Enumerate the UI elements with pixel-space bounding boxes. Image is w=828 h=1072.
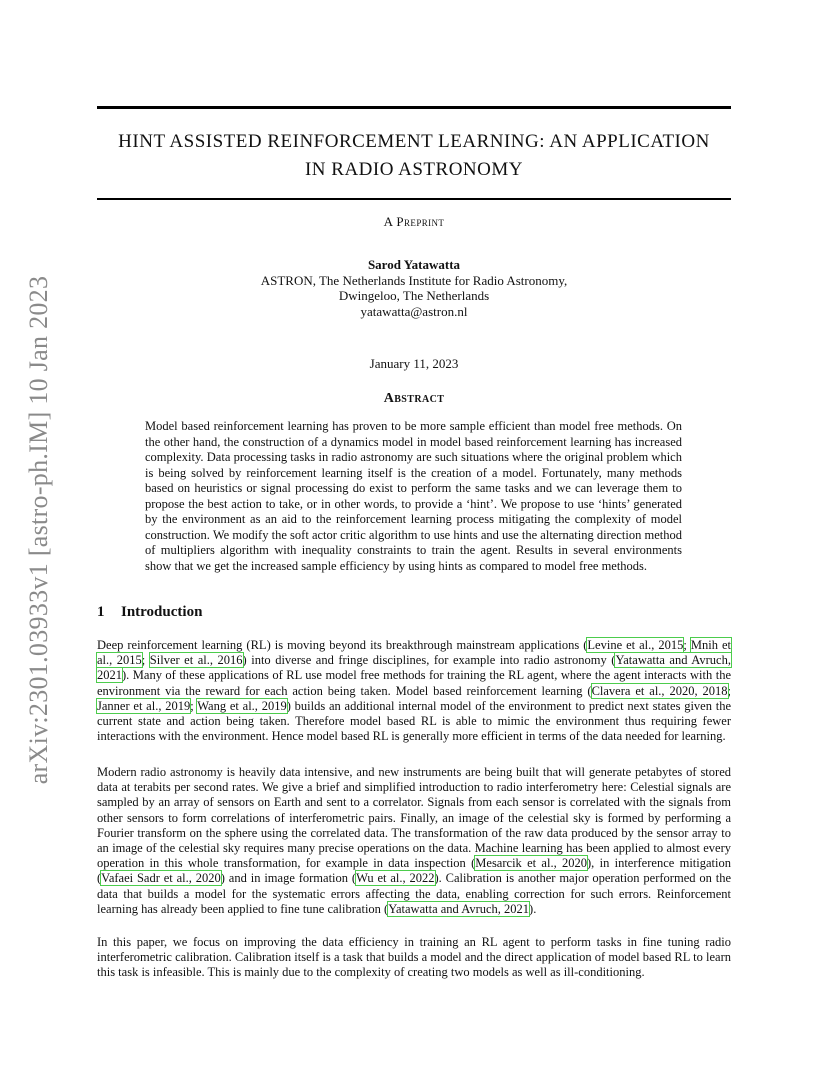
p1-text-1: Deep reinforcement learning (RL) is moving beyond its breakthrough mainstream applications ( (97, 638, 588, 652)
p2-text-3: ) and in image formation ( (220, 871, 357, 886)
p1-sep-2: ; (141, 653, 150, 668)
citation-link[interactable]: Mnih et al., 2015 (97, 638, 731, 668)
citation-link[interactable]: Clavera et al., 2020, 2018 (591, 683, 728, 698)
preprint-label: A Preprint (383, 214, 445, 229)
p1-sep-4: ; (190, 698, 198, 713)
author-block (0, 257, 828, 319)
author-affiliation-line-1: ASTRON, The Netherlands Institute for Radio Astronomy, (260, 272, 568, 288)
author-name: Sarod Yatawatta (367, 257, 461, 272)
citation-link[interactable]: Wu et al., 2022 (356, 871, 435, 886)
citation-link[interactable]: Yatawatta and Avruch, 2021 (97, 653, 731, 683)
title-initial: H (118, 131, 133, 152)
p1-text-3: ). Many of these applications of RL use model free methods for training the RL agent, where the agent interacts with the environment via the reward for each action being taken. Model based reinforcement learning ( (97, 668, 731, 698)
citation-link[interactable]: Janner et al., 2019 (97, 698, 191, 713)
citation-link[interactable]: Silver et al., 2016 (149, 653, 243, 668)
p1-text-4: ) builds an additional internal model of the environment to predict next states given the current state and action being taken. Therefore model based RL is able to mimic the environment thus requiring fewer interactions with the environment. Hence model based RL is generally more efficient in terms of the data needed for learning. (97, 698, 732, 744)
citation-link[interactable]: Mesarcik et al., 2020 (475, 856, 587, 871)
intro-paragraph-1 (97, 638, 731, 744)
author-affiliation-line-2: Dwingeloo, The Netherlands (338, 288, 490, 303)
intro-paragraph-3: In this paper, we focus on improving the data efficiency in training an RL agent to perform tasks in fine tuning radio interferometric calibration. Calibration itself is a task that builds a model and the direct application of model based RL to learn this task is infeasible. This is mainly due to the complexity of creating two models as well as ill-conditioning. (97, 935, 731, 980)
title-line-1-rest: INT ASSISTED REINFORCEMENT LEARNING: AN APPLICATION (132, 131, 710, 152)
abstract-text: Model based reinforcement learning has proven to be more sample efficient than model free methods. On the other hand, the construction of a dynamics model in model based reinforcement learning has increased complexity. Data processing tasks in radio astronomy are such situations where the original problem which is being solved by reinforcement learning itself is the creation of a model. Fortunately, many methods based on heuristics or signal processing do exist to perform the same tasks and we can leverage them to propose the best action to take, or in other words, to provide a ‘hint’. We propose to use ‘hints’ generated by the environment as an aid to the reinforcement learning process mitigating the complexity of model construction. We modify the soft actor critic algorithm to use hints and use the alternating direction method of multipliers algorithm with inequality constraints to train the agent. Results in several environments show that we get the increased sample efficiency by using hints as compared to model free methods. (145, 419, 682, 573)
p1-sep-3: ; (727, 683, 731, 698)
p1-text-2: ) into diverse and fringe disciplines, for example into radio astronomy ( (242, 653, 616, 668)
title-line-1 (97, 128, 731, 156)
citation-link[interactable]: Wang et al., 2019 (197, 698, 287, 713)
arxiv-identifier-text: arXiv:2301.03933v1 [astro-ph.IM] 10 Jan 2023 (24, 275, 53, 785)
citation-link[interactable]: Yatawatta and Avruch, 2021 (388, 901, 530, 916)
citation-link[interactable]: Levine et al., 2015 (587, 638, 684, 652)
p2-text-1: Modern radio astronomy is heavily data intensive, and new instruments are being built that will generate petabytes of stored data at terabits per second rates. We give a brief and simplified introduction to radio interferometry here: Celestial signals are sampled by an array of sensors on Earth and sent to a correlator. Signals from each sensor is correlated with the signals from other sensors to form correlations of interferometric pairs. Finally, an image of the celestial sky is formed by performing a Fourier transform on the sphere using the correlated data. The transformation of the raw data produced by the sensor array to an image of the celestial sky requires many precise operations on the data. Machine learning has been applied to almost every operation in this whole transformation, for example in data inspection ( (97, 765, 731, 871)
paper-date: January 11, 2023 (369, 356, 459, 371)
intro-paragraph-2 (97, 765, 731, 917)
p2-text-5: ). (529, 901, 537, 916)
section-heading-introduction (97, 604, 202, 621)
citation-link[interactable]: Vafaei Sadr et al., 2020 (101, 871, 221, 886)
title-line-2: IN RADIO ASTRONOMY (304, 159, 523, 180)
abstract-heading: Abstract (383, 391, 445, 406)
p2-text-2: ), in interference mitigation ( (97, 856, 731, 886)
p1-sep-1: ; (683, 638, 691, 652)
title-top-rule (97, 106, 731, 109)
paper-title (97, 128, 731, 184)
section-number: 1 (97, 604, 105, 620)
section-title: Introduction (121, 604, 203, 620)
p2-text-4: ). Calibration is another major operation performed on the data that builds a model for the systematic errors affecting the data, enabling correction for such errors. Reinforcement learning has already been applied to fine tune calibration ( (97, 871, 731, 916)
author-email[interactable]: yatawatta@astron.nl (360, 303, 468, 319)
title-bottom-rule (97, 198, 731, 200)
